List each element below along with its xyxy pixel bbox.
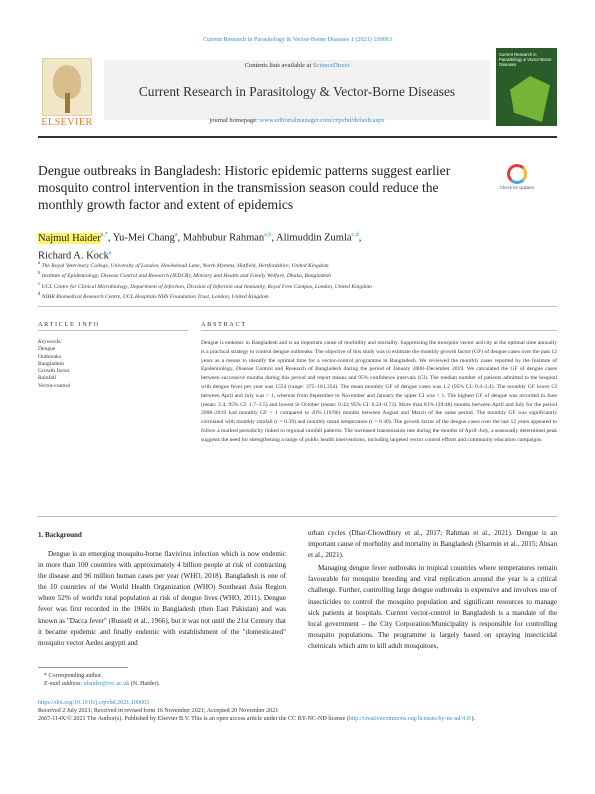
article-info-rule xyxy=(38,330,188,331)
body-paragraph: Dengue is an emerging mosquito-borne flavivirus infection which is now endemic in more than 100 countries with approximately 4 billion people at risk of contracting the disease and 96 million human cases per year (WHO, 2018). Bangladesh is one of the 10 countries of the World Health Organization (WHO) Southeast Asia Region where 52% of world's total population at risk of dengue lives (WHO, 2011). Dengue fever was first recorded in the 1960s in Bangladesh (then East Pakistan) and was known as "Dacca fever" (Russell et al., 1966), but it was not until the 21st Century that it became epidemic and finally endemic with establishment of the "domesticated" mosquito vector Aedes aegypti and xyxy=(38,550,286,647)
article-title: Dengue outbreaks in Bangladesh: Historic epidemic patterns suggest earlier mosquito control intervention in the transmission season could reduce the monthly growth factor and extent of epidemics xyxy=(38,163,451,212)
cover-art-icon xyxy=(510,76,550,122)
publisher-name: ELSEVIER xyxy=(41,117,93,128)
author-list: Najmul Haider$^{a,*}$, Yu-Mei Chang$^a$, Mahbubur Rahman$^{a,b}$, Alimuddin Zumla$^{c,d}$, Richard A. Kock$^a$ xyxy=(38,232,362,261)
license-suffix: ). xyxy=(471,716,476,722)
cover-title: Current Research in Parasitology & Vector-Borne Diseases xyxy=(499,52,552,68)
abstract-rule xyxy=(201,330,557,331)
body-paragraph: Managing dengue fever outbreaks in tropical countries where temperatures remain favourable for mosquito breeding and viral replication around the year is a critical challenge. Further, controlling large dengue outbreaks is expensive and involves use of insecticides to control the mosquito population and significant resources to manage sick patients at hospitals. Current vector-control in Bangladesh is a mandate of the local government – the City Corporation/Municipality is responsible for controlling mosquito populations. The programme is largely based on spraying insecticidal chemicals which aim to kill adult mosquitoes, xyxy=(308,564,557,650)
author-affil-marker[interactable]: a,* xyxy=(100,232,108,238)
license-line xyxy=(38,715,557,723)
footnote xyxy=(44,672,294,688)
affiliation-key: b xyxy=(38,271,41,277)
affiliation-item xyxy=(38,270,557,280)
author-affil-marker[interactable]: a,b xyxy=(264,232,272,238)
email-link[interactable]: nhaider@rvc.ac.uk xyxy=(83,681,130,687)
journal-title: Current Research in Parasitology & Vector-Borne Diseases xyxy=(138,84,456,99)
check-updates-icon xyxy=(507,164,527,184)
affiliation-item xyxy=(38,260,557,270)
keyword-item: Growth factor xyxy=(38,368,70,375)
affiliation-key: d xyxy=(38,292,41,298)
page-footer xyxy=(38,699,557,723)
check-updates-label: Check for updates xyxy=(500,185,534,190)
license-prefix: 2667-114X/© 2021 The Author(s). Published by Elsevier B.V. This is an open access article under the CC BY-NC-ND license ( xyxy=(38,716,349,722)
author-name[interactable]: Mahbubur Rahman xyxy=(182,232,265,244)
affiliation-item xyxy=(38,281,557,291)
author-name[interactable]: Alimuddin Zumla xyxy=(276,232,352,244)
affiliation-key: c xyxy=(38,281,41,287)
author-name[interactable]: Yu-Mei Chang xyxy=(112,232,175,244)
article-info-heading: ARTICLE INFO xyxy=(38,321,100,328)
email-line xyxy=(44,680,294,688)
keyword-item: Dengue xyxy=(38,346,56,353)
author-affil-marker[interactable]: a xyxy=(174,232,178,238)
corresponding-author-note: * Corresponding author. xyxy=(44,673,103,679)
affiliation-list xyxy=(38,260,557,302)
affiliation-key: a xyxy=(38,261,41,266)
keyword-item: Rainfall xyxy=(38,375,57,382)
header-rule xyxy=(38,136,557,138)
affiliation-text: The Royal Veterinary College, University of London, Hawkshead Lane, North Mymms, Hatfield, Hertfordshire, United Kingdom xyxy=(41,262,329,269)
author-name[interactable]: Richard A. Kock xyxy=(38,250,109,261)
author-name[interactable]: Najmul Haider xyxy=(38,232,101,244)
journal-banner xyxy=(38,48,557,130)
check-for-updates-button[interactable] xyxy=(500,164,534,200)
sciencedirect-link[interactable]: ScienceDirect xyxy=(312,62,350,69)
doi-link[interactable]: https://doi.org/10.1016/j.crpvbd.2021.100063 xyxy=(38,700,150,706)
corresponding-author-text: Corresponding author. xyxy=(48,673,103,679)
email-label: E-mail address: xyxy=(44,681,84,687)
contents-line xyxy=(104,60,490,69)
contents-prefix: Contents lists available at xyxy=(244,62,313,69)
running-head[interactable]: Current Research in Parasitology & Vector-Borne Diseases 1 (2021) 100063 xyxy=(203,36,392,43)
abstract-end-rule xyxy=(38,516,557,517)
affiliation-text: UCL Centre for Clinical Microbiology, Department of Infection, Division of Infection and Immunity, Royal Free Campus, London, United Kingdom xyxy=(41,283,372,290)
keywords-label: Keywords: xyxy=(38,339,63,345)
author-affil-marker[interactable]: a xyxy=(108,249,112,256)
license-link[interactable]: http://creativecommons.org/licenses/by-nc-nd/4.0/ xyxy=(348,716,472,722)
journal-cover-image[interactable] xyxy=(496,48,557,126)
abstract-text: Dengue is endemic in Bangladesh and is an important cause of morbidity and mortality. Suppressing the mosquito vector activity at the optimal time annually is a practical strategy to control dengue outbreaks. The objective of this study was to estimate the monthly growth factor (GF) of dengue cases over the past 12 years as a means to identify the optimal time for a vector-control programme in Bangladesh. We reviewed the monthly cases reported by the Institute of Epidemiology, Disease Control and Research of Bangladesh during the period of January 2008–December 2019. We calculated the GF of dengue cases between successive months during this period and report means and 95% confidence intervals (CI). The median number of patients admitted to the hospital with dengue fever per year was 1554 (range: 375–101,354). The mean monthly GF of dengue cases was 1.2 (95% CI: 0.4–2.4). The monthly GF lower CI between April and July was > 1, whereas from September to November and January the upper CI was < 1. The highest GF of dengue was recorded in June (mean: 2.4; 95% CI: 1.7–3.5) and lowest in October (mean: 0.43; 95% CI: 0.24–0.73). More than 81% (39/48) months between April and July for the period 2008–2019 had monthly GF > 1 compared to 20% (19/96) months between August and March of the same period. The monthly GF was significantly correlated with monthly rainfall (r = 0.39) and monthly mean temperature (r = 0.30). The growth factor of the dengue cases over the last 12 years appeared to follow a marked periodicity linked to regional rainfall patterns. The increased transmission rate during the months of April–July, a seasonally determined peak suggests the need for strengthening a range of public health interventions, including targeted vector control efforts and community education campaigns. xyxy=(201,340,557,443)
keywords-block xyxy=(38,339,188,390)
affiliation-text: NIHR Biomedical Research Centre, UCL Hospitals NHS Foundation Trust, London, United Kingdom xyxy=(41,294,269,301)
elsevier-tree-icon xyxy=(42,58,92,116)
keyword-item: Bangladesh xyxy=(38,360,65,367)
keyword-item: Outbreaks xyxy=(38,353,61,360)
keyword-item: Vector-control xyxy=(38,382,71,389)
homepage-prefix: journal homepage: xyxy=(209,117,260,124)
affiliation-rule xyxy=(38,306,557,307)
author-affil-marker[interactable]: c,d xyxy=(351,232,359,238)
affiliation-text: Institute of Epidemiology, Disease Control and Research (IEDCR), Ministry and Health and Family Welfare, Dhaka, Bangladesh xyxy=(41,273,331,280)
elsevier-logo xyxy=(38,58,96,128)
journal-header-box xyxy=(104,60,490,120)
body-right-column xyxy=(308,528,557,652)
body-paragraph: urban cycles (Dhar-Chowdhury et al., 2017; Rahman et al., 2021). Dengue is an important cause of morbidity and mortality in Bangladesh (Sharmin et al., 2015; Ahsan et al., 2021). xyxy=(308,529,557,560)
abstract-heading: ABSTRACT xyxy=(201,321,247,328)
section-heading-background: 1. Background xyxy=(38,531,82,539)
received-dates: Received 2 July 2021; Received in revised form 16 November 2021; Accepted 20 November 2021 xyxy=(38,708,279,714)
footnote-rule xyxy=(38,667,128,668)
affiliation-item xyxy=(38,291,557,301)
homepage-link[interactable]: www.editorialmanager.com/crpvbd/default.aspx xyxy=(259,117,385,124)
homepage-line xyxy=(104,117,490,124)
email-suffix: (N. Haider). xyxy=(129,681,160,687)
